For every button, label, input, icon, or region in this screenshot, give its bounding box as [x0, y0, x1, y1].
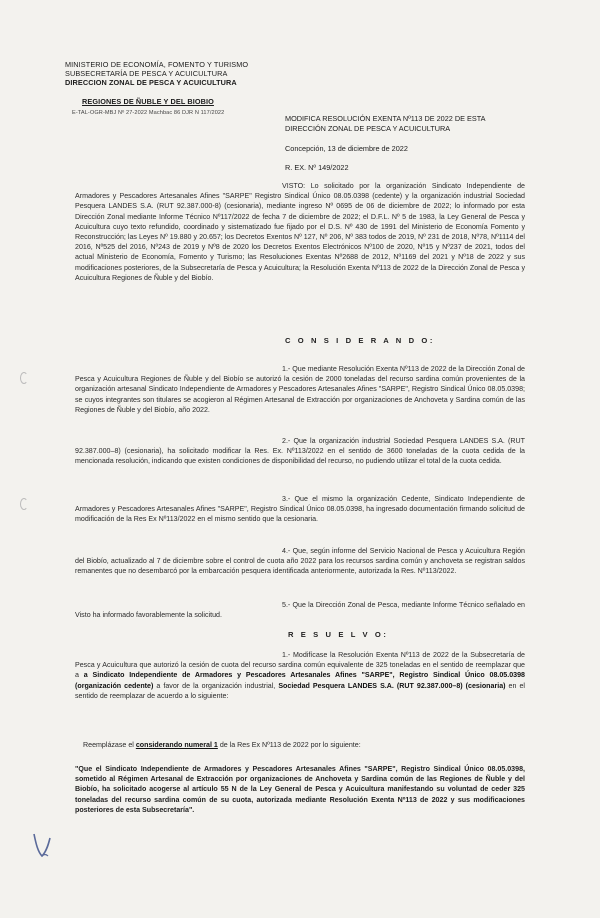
considerando-3: 3.- Que el mismo la organización Cedente, Sindicato Independiente de Armadores y Pescadores Artesanales Afines "SARPE", Registro Sindical Único 08.05.0398, ha ingresado documentación firmando solicitud de modificación de la Res Ex Nº113/2022 en el mismo sentido que la cesionaria.	[75, 495, 525, 524]
considerando-5: 5.- Que la Dirección Zonal de Pesca, mediante Informe Técnico señalado en Visto ha informado favorablemente la solicitud.	[75, 601, 525, 620]
resuelvo-1-cesionaria: Sociedad Pesquera LANDES S.A. (RUT 92.387.000–8) (cesionaria)	[278, 681, 506, 690]
resuelvo-2-tail: de la Res Ex Nº113 de 2022 por lo siguiente:	[217, 741, 361, 749]
handwritten-mark-icon	[28, 830, 68, 860]
resuelvo-1-cedente: a Sindicato Independiente de Armadores y Pescadores Artesanales Afines "SARPE", Registro Sindical Único 08.05.0398 (organización cedente)	[75, 671, 525, 690]
resuelvo-2-lead: Reemplázase el	[83, 741, 136, 749]
visto-paragraph	[75, 181, 525, 283]
visto-text: Lo solicitado por la organización Sindicato Independiente de Armadores y Pescadores Artesanales Afines "SARPE" Registro Sindical Único 08.05.0398 (cedente) y la organización industrial Sociedad Pesquera LANDES S.A. (RUT 92.387.000-8) (cesionaria), mediante ingreso Nº 0695 de 06 de diciembre de 2022; lo informado por esta Dirección Zonal mediante Informe Técnico Nº117/2022 de fecha 7 de diciembre de 2022; el D.F.L. Nº 5 de 1983, la Ley General de Pesca y Acuicultura cuyo texto refundido, coordinado y sistematizado fue fijado por el D.S. Nº 430 de 1991 del Ministerio de Economía Fomento y Reconstrucción; las Leyes Nº 19.880 y 20.657; los Decretos Exentos Nº 127, Nº 206, Nº 383 todos de 2019, Nº 231 de 2018, Nº78, Nº1114 del 2016, Nº525 del 2016, Nº243 de 2019 y Nº8 de 2020 los Decretos Exentos Electrónicos Nº100 de 2020, Nº15 y Nº237 de 2021, todos del actual Ministerio de Economía, Fomento y Turismo; las Resoluciones Exentas Nº2688 de 2012, Nº1169 del 2021 y Nº18 de 2022 y sus modificaciones posteriores, de la Subsecretaría de Pesca y Acuicultura; la Resolución Exenta Nº113 de 2022 de la Dirección Zonal de Pesca y Acuicultura Regiones de Ñuble y del Biobío.	[75, 182, 525, 282]
resuelvo-1	[75, 650, 525, 701]
resolution-title-line2: DIRECCIÓN ZONAL DE PESCA Y ACUICULTURA	[285, 124, 451, 133]
considerando-heading: C O N S I D E R A N D O:	[285, 336, 436, 345]
resolution-date: Concepción, 13 de diciembre de 2022	[285, 144, 408, 153]
considerando-4: 4.- Que, según informe del Servicio Nacional de Pesca y Acuicultura Región del Biobío, actualizado al 7 de diciembre sobre el control de cuota año 2022 para los recursos sardina común y anchoveta se registran saldos remanentes que no desembarcó por la embarcación pesquera identificada anteriormente, autorizada la Res. Nº113/2022.	[75, 547, 525, 576]
resolution-title-line1: MODIFICA RESOLUCIÓN EXENTA Nº113 DE 2022 DE ESTA	[285, 114, 486, 123]
reference-code: E-TAL-OGR-MBJ Nº 27-2022 Machbac 86 DJR N 117/2022	[72, 110, 225, 116]
resolution-number: R. EX. Nº 149/2022	[285, 163, 349, 172]
regiones-line: REGIONES DE ÑUBLE Y DEL BIOBIO	[82, 97, 214, 106]
subsecretaria-line: SUBSECRETARÍA DE PESCA Y ACUICULTURA	[65, 69, 228, 78]
resuelvo-1-lead: 1.- Modifícase la Resolución Exenta Nº113 de 2022 de la Subsecretaría de Pesca y Acuicultura que autorizó la cesión de cuota del recurso sardina común equivalente de 325 toneladas en el sentido de reemplazar que a	[75, 651, 525, 680]
punch-hole-icon	[20, 498, 28, 510]
resuelvo-1-mid: a favor de la organización industrial,	[153, 681, 279, 690]
resuelvo-2	[75, 740, 525, 750]
resuelvo-heading: R E S U E L V O:	[288, 630, 389, 639]
considerando-1: 1.- Que mediante Resolución Exenta Nº113 de 2022 de la Dirección Zonal de Pesca y Acuicultura Regiones de Ñuble y del Biobío se autorizó la cesión de 2000 toneladas del recurso sardina común provenientes de la organización artesanal Sindicato Independiente de Armadores y Pescadores Artesanales Afines "SARPE", Registro Sindical Único 08.05.0398; se cuyos integrantes son titulares se acogieron al Régimen Artesanal de Extracción por organizaciones de Anchoveta y Sardina común de las Regiones de Ñuble y del Biobío, año 2022.	[75, 365, 526, 414]
resuelvo-2-considerando: considerando numeral 1	[135, 741, 218, 749]
punch-hole-icon	[20, 372, 28, 384]
ministry-line: MINISTERIO DE ECONOMÍA, FOMENTO Y TURISMO	[65, 60, 249, 69]
direccion-zonal-line: DIRECCION ZONAL DE PESCA Y ACUICULTURA	[65, 78, 237, 87]
resuelvo-1-tail: en el sentido de reemplazar de acuerdo a lo siguiente:	[75, 681, 525, 700]
visto-label: VISTO:	[282, 182, 306, 190]
considerando-2: 2.- Que la organización industrial Sociedad Pesquera LANDES S.A. (RUT 92.387.000–8) (cesionaria), ha solicitado modificar la Res. Ex. Nº113/2022 en el sentido de 3600 toneladas de la cuota cedida de la mencionada resolución, indicando que existen condiciones de disponibilidad del recurso, no pudiendo utilizar el total de la cuota cedida.	[75, 437, 525, 466]
resuelvo-3: "Que el Sindicato Independiente de Armadores y Pescadores Artesanales Afines "SARPE", Registro Sindical Único 08.05.0398, sometido al Régimen Artesanal de Extracción por organizaciones de Anchoveta y Sardina común de las Regiones de Ñuble y del Biobío, ha solicitado acogerse al artículo 55 N de la Ley General de Pesca y Acuicultura manifestando su voluntad de ceder 325 toneladas del recurso sardina común de su cuota, autorizada mediante Resolución Exenta Nº113 de 2022 y sus modificaciones posteriores de esta Subsecretaría".	[75, 765, 525, 814]
